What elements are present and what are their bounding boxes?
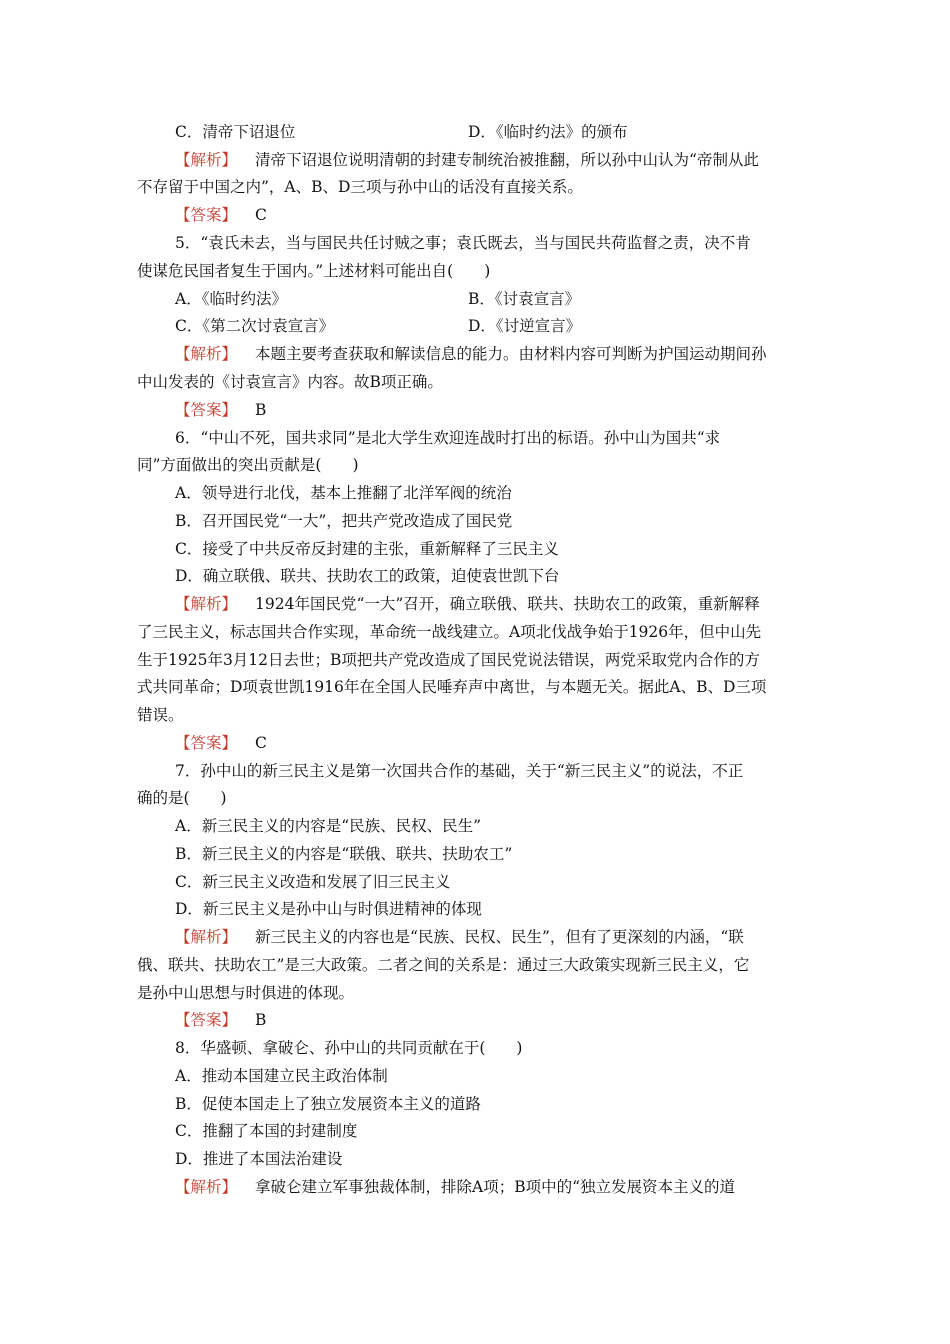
q7-analysis-line: 【解析】 新三民主义的内容也是“民族、民权、民生”，但有了更深刻的内涵，“联	[175, 928, 744, 946]
q4-option-c: C．清帝下诏退位	[175, 123, 296, 141]
q5-option-d: D．《讨逆宣言》	[468, 317, 582, 335]
q7-stem-line: 7．孙中山的新三民主义是第一次国共合作的基础，关于“新三民主义”的说法，不正	[175, 762, 744, 780]
q5-analysis-line: 【解析】 本题主要考查获取和解读信息的能力。由材料内容可判断为护国运动期间孙	[175, 345, 767, 363]
q4-answer-line: 【答案】 C	[175, 206, 267, 224]
q6-option: D．确立联俄、联共、扶助农工的政策，迫使袁世凯下台	[175, 567, 560, 585]
q7-stem-line: 确的是( )	[137, 789, 227, 807]
analysis-tag: 【解析】	[175, 595, 238, 613]
q8-stem-line: 8．华盛顿、拿破仑、孙中山的共同贡献在于( )	[175, 1039, 523, 1057]
q6-answer-line: 【答案】 C	[175, 734, 267, 752]
answer-tag: 【答案】	[175, 401, 238, 419]
q6-analysis-line: 生于1925年3月12日去世；B项把共产党改造成了国民党说法错误，两党采取党内合作的方	[137, 651, 760, 669]
q6-analysis-line: 式共同革命；D项袁世凯1916年在全国人民唾弃声中离世，与本题无关。据此A、B、D三项	[137, 678, 767, 696]
q4-option-d: D．《临时约法》的颁布	[468, 123, 628, 141]
q7-analysis-line: 是孙中山思想与时俱进的体现。	[137, 984, 355, 1002]
q6-stem-line: 6．“中山不死，国共求同”是北大学生欢迎连战时打出的标语。孙中山为国共“求	[175, 429, 721, 447]
q5-stem-line: 5．“袁氏未去，当与国民共任讨贼之事；袁氏既去，当与国民共荷监督之责，决不肯	[175, 234, 751, 252]
answer-tag: 【答案】	[175, 1011, 238, 1029]
q7-option: B．新三民主义的内容是“联俄、联共、扶助农工”	[175, 845, 513, 863]
q6-stem-line: 同”方面做出的突出贡献是( )	[137, 456, 359, 474]
q5-answer-line: 【答案】 B	[175, 401, 267, 419]
q8-option: A．推动本国建立民主政治体制	[175, 1067, 388, 1085]
q7-analysis-line: 俄、联共、扶助农工”是三大政策。二者之间的关系是：通过三大政策实现新三民主义，它	[137, 956, 750, 974]
q4-analysis-line: 【解析】 清帝下诏退位说明清朝的封建专制统治被推翻，所以孙中山认为“帝制从此	[175, 151, 759, 169]
analysis-tag: 【解析】	[175, 1178, 238, 1196]
q6-option: B．召开国民党“一大”，把共产党改造成了国民党	[175, 512, 513, 530]
answer-tag: 【答案】	[175, 206, 238, 224]
q5-option-c: C．《第二次讨袁宣言》	[175, 317, 335, 335]
q5-option-b: B．《讨袁宣言》	[468, 290, 581, 308]
q5-analysis-line: 中山发表的《讨袁宣言》内容。故B项正确。	[137, 373, 443, 391]
q6-analysis-line: 了三民主义，标志国共合作实现，革命统一战线建立。A项北伐战争始于1926年，但中山先	[137, 623, 762, 641]
analysis-tag: 【解析】	[175, 345, 238, 363]
q8-option: D．推进了本国法治建设	[175, 1150, 343, 1168]
q8-analysis-line: 【解析】 拿破仑建立军事独裁体制，排除A项；B项中的“独立发展资本主义的道	[175, 1178, 736, 1196]
q6-analysis-line: 错误。	[137, 706, 184, 724]
q7-option: A．新三民主义的内容是“民族、民权、民生”	[175, 817, 482, 835]
q6-option: C．接受了中共反帝反封建的主张，重新解释了三民主义	[175, 540, 559, 558]
analysis-tag: 【解析】	[175, 928, 238, 946]
q6-analysis-line: 【解析】 1924年国民党“一大”召开，确立联俄、联共、扶助农工的政策，重新解释	[175, 595, 760, 613]
q8-option: B．促使本国走上了独立发展资本主义的道路	[175, 1095, 481, 1113]
q7-answer-line: 【答案】 B	[175, 1011, 267, 1029]
q5-option-a: A．《临时约法》	[175, 290, 287, 308]
q7-option: C．新三民主义改造和发展了旧三民主义	[175, 873, 451, 891]
analysis-tag: 【解析】	[175, 151, 238, 169]
q6-option: A．领导进行北伐，基本上推翻了北洋军阀的统治	[175, 484, 512, 502]
q7-option: D．新三民主义是孙中山与时俱进精神的体现	[175, 900, 482, 918]
answer-tag: 【答案】	[175, 734, 238, 752]
q8-option: C．推翻了本国的封建制度	[175, 1122, 358, 1140]
q4-analysis-line: 不存留于中国之内”，A、B、D三项与孙中山的话没有直接关系。	[137, 178, 583, 196]
q5-stem-line: 使谋危民国者复生于国内。”上述材料可能出自( )	[137, 262, 491, 280]
